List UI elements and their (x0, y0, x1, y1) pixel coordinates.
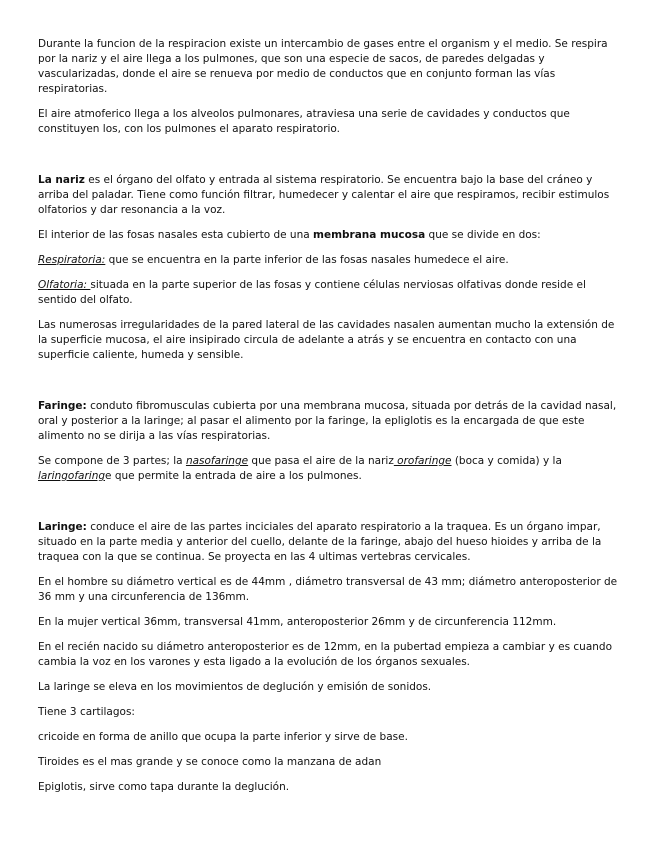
respiratoria-paragraph (38, 253, 618, 268)
membrana-mucosa-term: membrana mucosa (313, 229, 426, 241)
laringe-paragraph-1 (38, 520, 618, 565)
nariz-p2-text-end: que se divide en dos: (425, 229, 541, 241)
faringe-text: conduto fibromusculas cubierta por una membrana mucosa, situada por detrás de la cavidad nasal, oral y posterior a la laringe; al pasar el alimento por la faringe, la epliglotis es la encargada de que este alimento no se dirija a las vías respiratorias. (38, 400, 617, 442)
olfatoria-label: Olfatoria: (38, 279, 91, 291)
faringe-p2-b: que pasa el aire de la nariz (248, 455, 394, 467)
olfatoria-paragraph (38, 278, 618, 308)
laringe-paragraph-6: Tiene 3 cartilagos: (38, 706, 135, 718)
intro-paragraph-1: Durante la funcion de la respiracion existe un intercambio de gases entre el organism y el medio. Se respira por la nariz y el aire llega a los pulmones, que son una especie de sacos, de paredes delgadas y vascularizadas, donde el aire se renueva por medio de conductos que en conjunto forman las vías respiratorias. (38, 38, 608, 95)
laringe-paragraph-3: En la mujer vertical 36mm, transversal 41mm, anteroposterior 26mm y de circunferencia 112mm. (38, 616, 557, 628)
nariz-heading: La nariz (38, 174, 85, 186)
laringe-paragraph-8: Tiroides es el mas grande y se conoce como la manzana de adan (38, 756, 382, 768)
laringe-paragraph-7: cricoide en forma de anillo que ocupa la parte inferior y sirve de base. (38, 731, 408, 743)
laringe-paragraph-4: En el recién nacido su diámetro anteroposterior es de 12mm, en la pubertad empieza a cambiar y es cuando cambia la voz en los varones y esta ligado a la evolución de los órganos sexuales. (38, 641, 612, 668)
intro-paragraph-2: El aire atmoferico llega a los alveolos pulmonares, atraviesa una serie de cavidades y conductos que constituyen los, con los pulmones el aparato respiratorio. (38, 108, 570, 135)
faringe-paragraph-1 (38, 399, 618, 444)
laringe-paragraph-9: Epiglotis, sirve como tapa durante la deglución. (38, 781, 290, 793)
document-body (38, 37, 618, 795)
orofaringe-term: orofaringe (393, 455, 452, 467)
respiratoria-text: que se encuentra en la parte inferior de las fosas nasales humedece el aire. (105, 254, 509, 266)
nariz-paragraph-1 (38, 173, 618, 218)
respiratoria-label: Respiratoria: (38, 254, 106, 266)
nariz-p2-text: El interior de las fosas nasales esta cubierto de una (38, 229, 314, 241)
faringe-p2-a: Se compone de 3 partes; la (38, 455, 186, 467)
laringe-heading: Laringe: (38, 521, 87, 533)
faringe-p2-d: e que permite la entrada de aire a los pulmones. (105, 470, 362, 482)
olfatoria-text: situada en la parte superior de las fosas y contiene células nerviosas olfativas donde reside el sentido del olfato. (38, 279, 586, 306)
faringe-p2-c: (boca y comida) y la (451, 455, 562, 467)
laringe-paragraph-5: La laringe se eleva en los movimientos de deglución y emisión de sonidos. (38, 681, 432, 693)
nariz-paragraph-2 (38, 228, 618, 243)
nariz-text: es el órgano del olfato y entrada al sistema respiratorio. Se encuentra bajo la base del cráneo y arriba del paladar. Tiene como función filtrar, humedecer y calentar el aire que respiramos, recibir estimulos olfatorios y dar resonancia a la voz. (38, 174, 610, 216)
nariz-paragraph-5: Las numerosas irregularidades de la pared lateral de las cavidades nasalen aumentan mucho la extensión de la superficie mucosa, el aire insipirado circula de adelante a atrás y se encuentra en contacto con una superficie caliente, humeda y sensible. (38, 319, 615, 361)
laringe-text: conduce el aire de las partes inciciales del aparato respiratorio a la traquea. Es un órgano impar, situado en la parte media y anterior del cuello, delante de la faringe, abajo del hueso hioides y arriba de la traquea con la que se continua. Se proyecta en las 4 ultimas vertebras cervicales. (38, 521, 602, 563)
nasofaringe-term: nasofaringe (185, 455, 249, 467)
laringe-paragraph-2: En el hombre su diámetro vertical es de 44mm , diámetro transversal de 43 mm; diámetro anteroposterior de 36 mm y una circunferencia de 136mm. (38, 576, 618, 603)
laringofaringe-term: laringofaring (38, 470, 106, 482)
faringe-paragraph-2 (38, 454, 618, 484)
faringe-heading: Faringe: (38, 400, 87, 412)
